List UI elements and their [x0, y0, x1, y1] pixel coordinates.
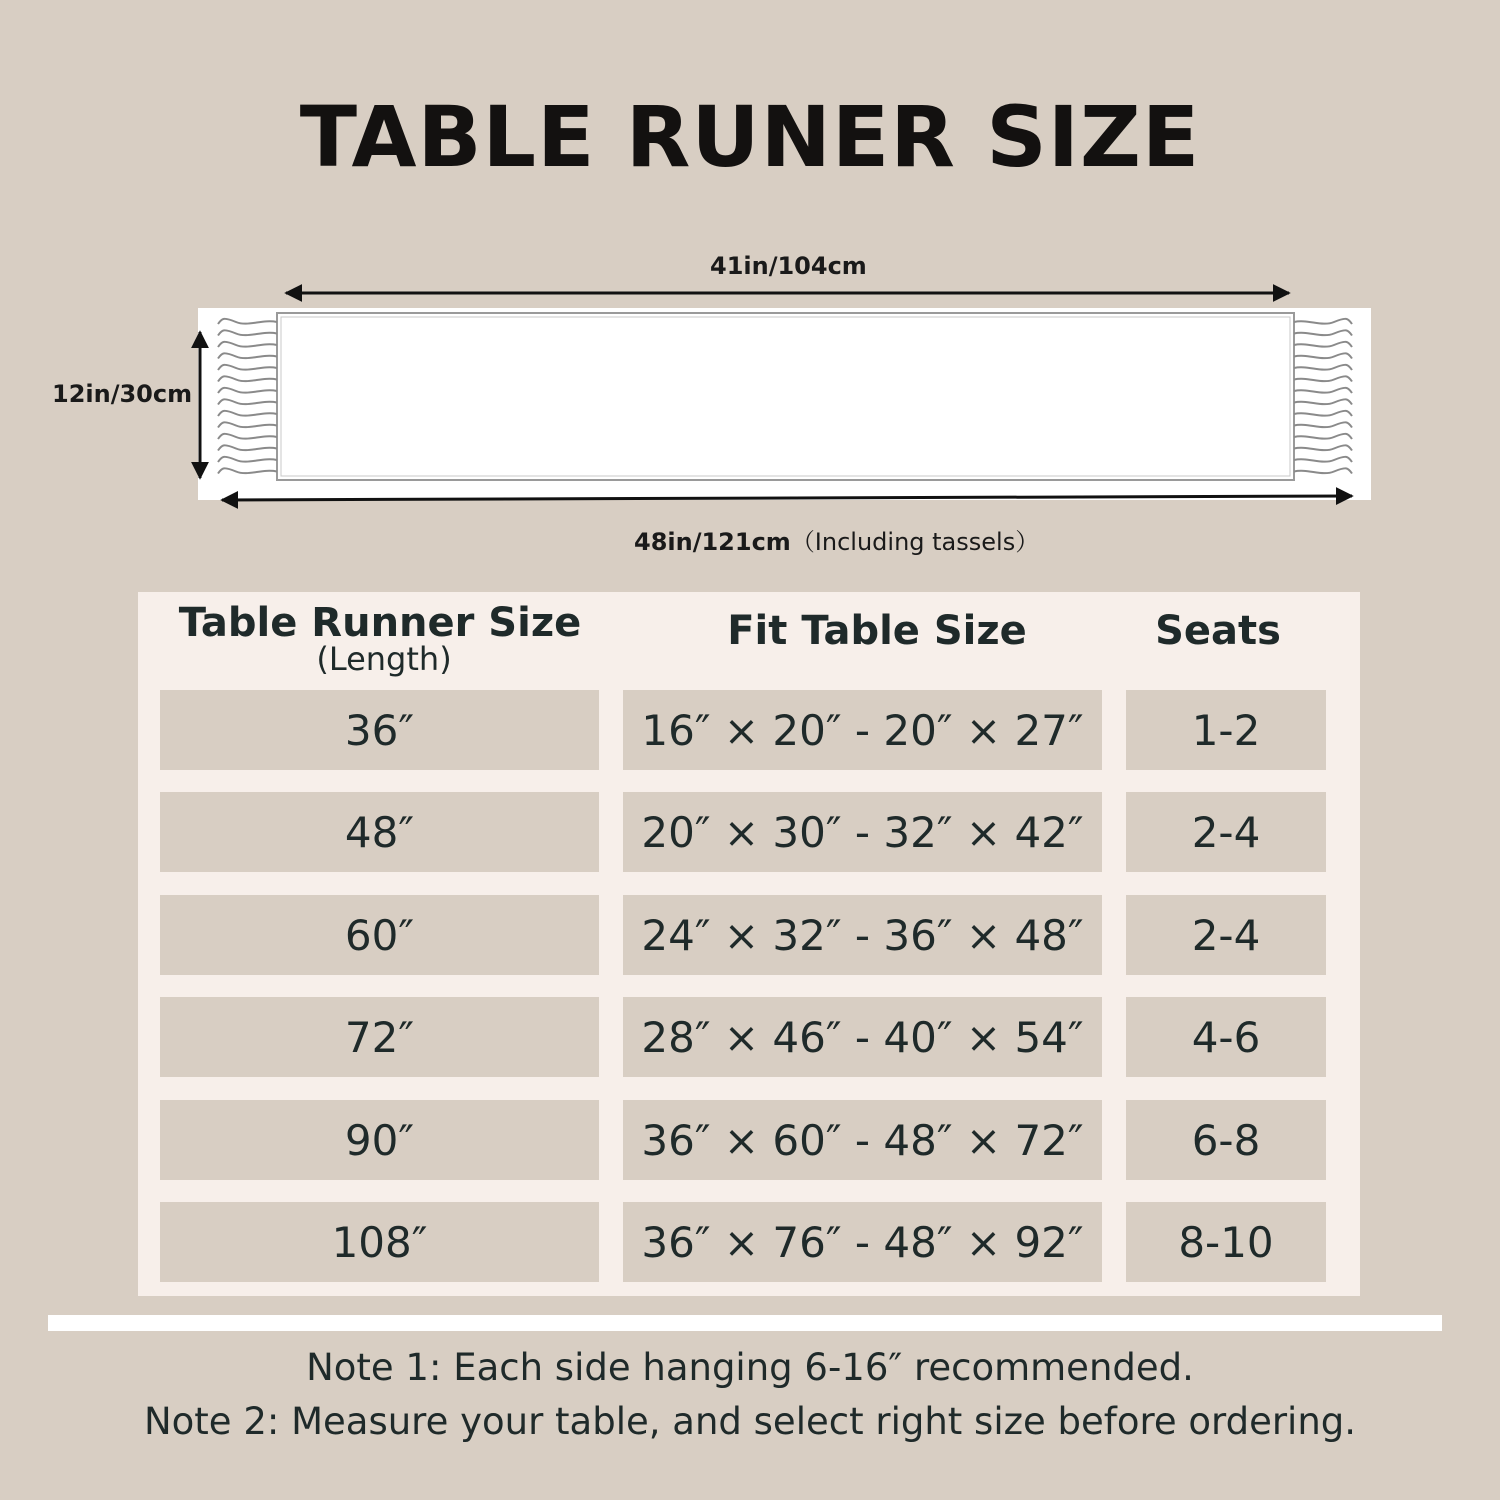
- total-length-row: [634, 522, 1039, 557]
- cell-runner-length: 90″: [160, 1100, 599, 1180]
- cell-fit-table-size: 16″ × 20″ - 20″ × 27″: [623, 690, 1102, 770]
- total-length-label: 48in/121cm: [634, 528, 791, 556]
- note-2: Note 2: Measure your table, and select right size before ordering.: [143, 1400, 1357, 1443]
- cell-runner-length: 108″: [160, 1202, 599, 1282]
- cell-fit-table-size: 28″ × 46″ - 40″ × 54″: [623, 997, 1102, 1077]
- cell-seats: 2-4: [1126, 895, 1326, 975]
- cell-fit-table-size: 24″ × 32″ - 36″ × 48″: [623, 895, 1102, 975]
- width-label: 12in/30cm: [52, 380, 193, 408]
- note-1: Note 1: Each side hanging 6-16″ recommended.: [306, 1346, 1194, 1389]
- cell-seats: 8-10: [1126, 1202, 1326, 1282]
- cell-fit-table-size: 36″ × 76″ - 48″ × 92″: [623, 1202, 1102, 1282]
- cell-runner-length: 36″: [160, 690, 599, 770]
- cell-runner-length: 72″: [160, 997, 599, 1077]
- header-runner-size-sub: (Length): [316, 640, 452, 678]
- divider: [48, 1315, 1442, 1331]
- page-title: TABLE RUNER SIZE: [299, 88, 1201, 186]
- cell-runner-length: 60″: [160, 895, 599, 975]
- inner-length-label: 41in/104cm: [710, 252, 867, 280]
- cell-fit-table-size: 36″ × 60″ - 48″ × 72″: [623, 1100, 1102, 1180]
- cell-runner-length: 48″: [160, 792, 599, 872]
- header-fit-table-size: Fit Table Size: [727, 608, 1027, 654]
- cell-seats: 1-2: [1126, 690, 1326, 770]
- cell-seats: 2-4: [1126, 792, 1326, 872]
- runner-diagram: [0, 0, 1500, 560]
- cell-seats: 4-6: [1126, 997, 1326, 1077]
- header-seats: Seats: [1155, 608, 1281, 654]
- cell-fit-table-size: 20″ × 30″ - 32″ × 42″: [623, 792, 1102, 872]
- header-runner-size: Table Runner Size: [178, 600, 582, 646]
- total-length-note: （Including tassels）: [790, 528, 1040, 556]
- runner-body: [277, 313, 1294, 480]
- cell-seats: 6-8: [1126, 1100, 1326, 1180]
